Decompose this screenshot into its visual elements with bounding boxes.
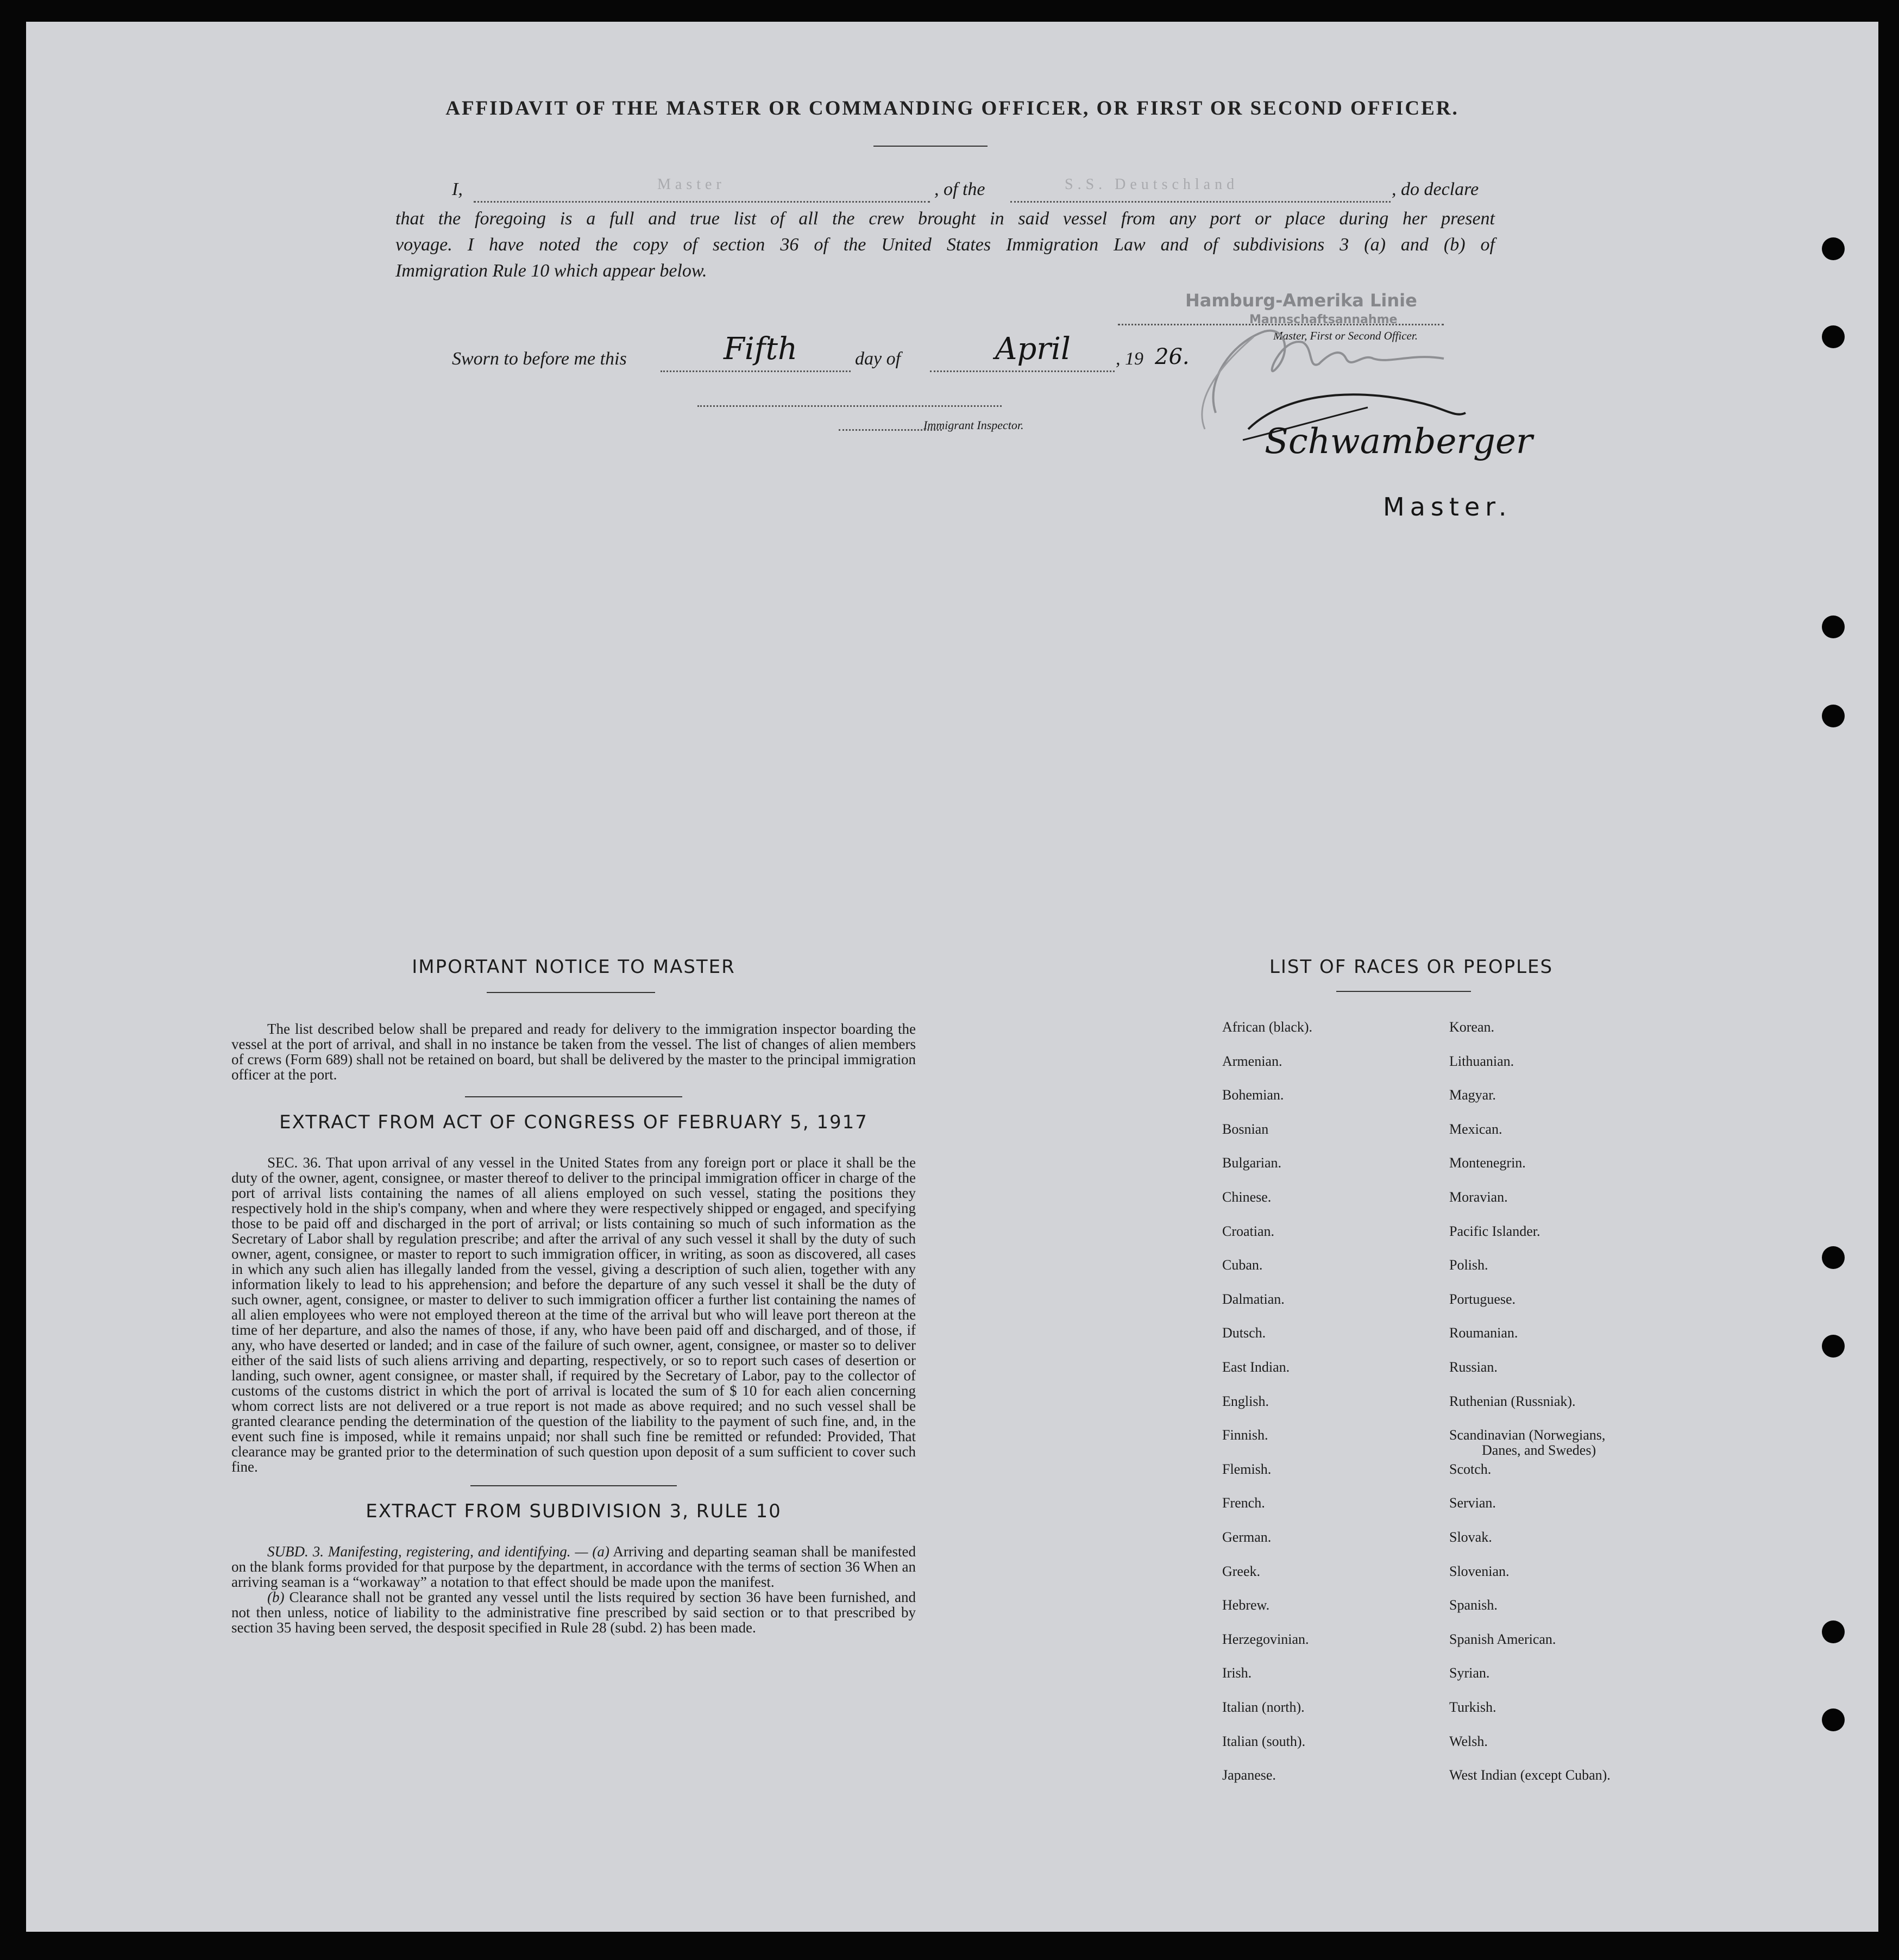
- race-item: Herzegovinian.: [1222, 1631, 1309, 1647]
- race-item: Lithuanian.: [1449, 1053, 1514, 1069]
- race-item: West Indian (except Cuban).: [1449, 1767, 1611, 1783]
- binder-hole: [1822, 1708, 1845, 1731]
- race-item: Spanish American.: [1449, 1631, 1556, 1647]
- sworn-prefix: Sworn to before me this: [452, 349, 627, 369]
- sworn-year-prefix: , 19: [1116, 349, 1143, 369]
- race-item: Moravian.: [1449, 1189, 1508, 1205]
- sworn-line: [452, 331, 1212, 381]
- name-blank: [474, 201, 930, 203]
- race-item: Finnish.: [1222, 1427, 1268, 1443]
- race-item: Portuguese.: [1449, 1291, 1516, 1307]
- race-item: Magyar.: [1449, 1087, 1496, 1103]
- race-item: Italian (north).: [1222, 1699, 1305, 1715]
- affidavit-title: AFFIDAVIT OF THE MASTER OR COMMANDING OFFICER, OR FIRST OR SECOND OFFICER.: [445, 97, 1459, 120]
- race-item: Japanese.: [1222, 1767, 1276, 1783]
- race-item: French.: [1222, 1495, 1265, 1511]
- master-signature-title: Master.: [1383, 492, 1512, 522]
- race-item: Ruthenian (Russniak).: [1449, 1393, 1576, 1409]
- race-item: Montenegrin.: [1449, 1155, 1526, 1171]
- race-item: Bohemian.: [1222, 1087, 1284, 1103]
- race-item: Bulgarian.: [1222, 1155, 1282, 1171]
- race-item: Dutsch.: [1222, 1325, 1266, 1341]
- race-item: Croatian.: [1222, 1223, 1275, 1239]
- race-item: Korean.: [1449, 1019, 1495, 1035]
- notice-column: [231, 956, 916, 1635]
- name-faint-text: Master: [657, 176, 726, 193]
- binder-hole: [1822, 237, 1845, 260]
- act-heading: EXTRACT FROM ACT OF CONGRESS OF FEBRUARY 5, 1917: [279, 1111, 868, 1133]
- race-item: East Indian.: [1222, 1359, 1290, 1375]
- sworn-year-handwritten: 26.: [1155, 344, 1190, 369]
- race-item: Pacific Islander.: [1449, 1223, 1540, 1239]
- master-signature-name: Schwamberger: [1265, 422, 1533, 462]
- sworn-day-handwritten: Fifth: [724, 331, 798, 367]
- race-item: Russian.: [1449, 1359, 1498, 1375]
- race-item: Mexican.: [1449, 1121, 1502, 1137]
- race-item: Cuban.: [1222, 1257, 1263, 1273]
- race-item: Dalmatian.: [1222, 1291, 1285, 1307]
- race-item: Bosnian: [1222, 1121, 1269, 1137]
- day-blank: [661, 370, 851, 372]
- notice-heading-rule: [487, 992, 655, 993]
- officer-caption: Master, First or Second Officer.: [1273, 329, 1418, 342]
- rule-text-a-body: Arriving and departing seaman shall be manifested on the blank forms provided for that purpose by the department, in accordance with the terms of section 36 When an arriving seaman is a “workaway” a notation to that effect should be made upon the manifest.: [231, 1543, 916, 1590]
- declarant-prefix: I,: [452, 179, 463, 199]
- rule-text-a-lead: SUBD. 3. Manifesting, registering, and identifying. — (a): [267, 1543, 609, 1560]
- race-item: Hebrew.: [1222, 1597, 1270, 1613]
- race-item: Welsh.: [1449, 1733, 1488, 1749]
- notice-text: The list described below shall be prepared and ready for delivery to the immigration inspector boarding the vessel at the port of arrival, and shall in no instance be taken from the vessel. The list of changes of alien members of crews (Form 689) shall not be retained on board, but shall be delivered by the master to the principal immigration officer at the port.: [231, 1021, 916, 1083]
- race-item: Spanish.: [1449, 1597, 1498, 1613]
- race-item: Armenian.: [1222, 1053, 1282, 1069]
- binder-hole: [1822, 705, 1845, 727]
- of-the-text: , of the: [934, 179, 985, 199]
- inspector-signature-blank: [697, 405, 1002, 407]
- race-item: Scotch.: [1449, 1461, 1492, 1477]
- binder-hole: [1822, 325, 1845, 348]
- act-text: SEC. 36. That upon arrival of any vessel in the United States from any foreign port or place it shall be the duty of the owner, agent, consignee, or master thereof to deliver to the principal immigration officer in charge of the port of arrival lists containing the names of all aliens employed on such vessel, stating the positions they respectively hold in the ship's company, when and where they were respectively shipped or engaged, and specifying those to be paid off and discharged in the port of arrival; or lists containing so much of such information as the Secretary of Labor shall by regulation prescribe; and after the arrival of any such vessel it shall by the duty of such owner, agent, consignee, or master to report to such immigration officer, in writing, as soon as discovered, all cases in which any such alien has illegally landed from the vessel, giving a description of such alien, together with any information likely to lead to his apprehension; and before the departure of any such vessel it shall be the duty of such owner, agent, consignee, or master to deliver to such immigration officer a further list containing the names of all alien employees who were not employed thereon at the time of the arrival but who will leave port thereon at the time of her departure, and also the names of those, if any, who have been paid off and discharged, and of those, if any, who have deserted or landed; and in case of the failure of such owner, agent, consignee, or master so to deliver either of the said lists of such aliens arriving and departing, respectively, or so to report such cases of desertion or landing, such owner, agent consignee, or master shall, if required by the Secretary of Labor, pay to the collector of customs of the customs district in which the port of arrival is located the sum of $ 10 for each alien concerning whom correct lists are not delivered or a true report is not made as above required; and no such vessel shall be granted clearance pending the determination of the question of the liability to the payment of such fine, and, in the event such fine is imposed, while it remains unpaid; nor shall such fine be remitted or refunded: Provided, That clearance may be granted prior to the determination of such question upon deposit of a sum sufficient to cover such fine.: [231, 1154, 916, 1475]
- act-separator: [470, 1485, 677, 1486]
- rule-text-a: [231, 1544, 916, 1590]
- race-item: African (black).: [1222, 1019, 1313, 1035]
- declaration-line-4: Immigration Rule 10 which appear below.: [395, 261, 707, 281]
- races-column: [1183, 956, 1639, 1783]
- company-stamp-line-1: Hamburg-Amerika Linie: [1185, 290, 1417, 311]
- declaration-line-1: [452, 176, 1495, 203]
- race-item: English.: [1222, 1393, 1269, 1409]
- race-item: Slovak.: [1449, 1529, 1492, 1545]
- binder-hole: [1822, 1335, 1845, 1358]
- rule-text-b: [231, 1590, 916, 1635]
- rule-heading: EXTRACT FROM SUBDIVISION 3, RULE 10: [366, 1500, 782, 1522]
- rule-text-b-lead: (b): [267, 1589, 285, 1605]
- sworn-month-handwritten: April: [995, 331, 1071, 367]
- vessel-faint-text: S.S. Deutschland: [1065, 176, 1239, 193]
- races-heading-rule: [1336, 991, 1471, 992]
- race-item: Flemish.: [1222, 1461, 1272, 1477]
- race-item: Greek.: [1222, 1563, 1261, 1579]
- declaration-line-2: that the foregoing is a full and true list of all the crew brought in said vessel from any port or place during her present: [395, 209, 1495, 229]
- vessel-blank: [1010, 201, 1391, 203]
- binder-hole: [1822, 1620, 1845, 1643]
- rule-text-b-body: Clearance shall not be granted any vessel until the lists required by section 36 have been furnished, and not then unless, notice of liability to the administrative fine prescribed by said section or to that prescribed by section 35 having been served, the desposit specified in Rule 28 (subd. 2) has been made.: [231, 1589, 916, 1636]
- race-item: Chinese.: [1222, 1189, 1272, 1205]
- binder-hole: [1822, 1246, 1845, 1269]
- document-page: [26, 22, 1878, 1932]
- company-stamp-line-2: Mannschaftsannahme: [1249, 313, 1398, 326]
- notice-separator: [465, 1096, 682, 1097]
- race-item: German.: [1222, 1529, 1272, 1545]
- race-item-continuation: Danes, and Swedes): [1482, 1442, 1596, 1459]
- title-underline: [873, 146, 988, 147]
- sworn-day-of: day of: [855, 349, 901, 369]
- do-declare-text: , do declare: [1392, 179, 1479, 199]
- race-item: Turkish.: [1449, 1699, 1496, 1715]
- race-item: Syrian.: [1449, 1665, 1490, 1681]
- race-item: Slovenian.: [1449, 1563, 1510, 1579]
- race-item: Polish.: [1449, 1257, 1488, 1273]
- races-heading: LIST OF RACES OR PEOPLES: [1269, 956, 1554, 978]
- inspector-caption: Immigrant Inspector.: [923, 418, 1024, 432]
- race-item: Scandinavian (Norwegians,: [1449, 1427, 1606, 1443]
- race-item: Irish.: [1222, 1665, 1252, 1681]
- race-item: Italian (south).: [1222, 1733, 1306, 1749]
- month-blank: [930, 370, 1115, 372]
- race-item: Servian.: [1449, 1495, 1496, 1511]
- notice-heading: IMPORTANT NOTICE TO MASTER: [412, 956, 735, 978]
- binder-hole: [1822, 615, 1845, 638]
- race-item: Roumanian.: [1449, 1325, 1518, 1341]
- declaration-line-3: voyage. I have noted the copy of section 36 of the United States Immigration Law and of subdivisions 3 (a) and (b) of: [395, 235, 1495, 255]
